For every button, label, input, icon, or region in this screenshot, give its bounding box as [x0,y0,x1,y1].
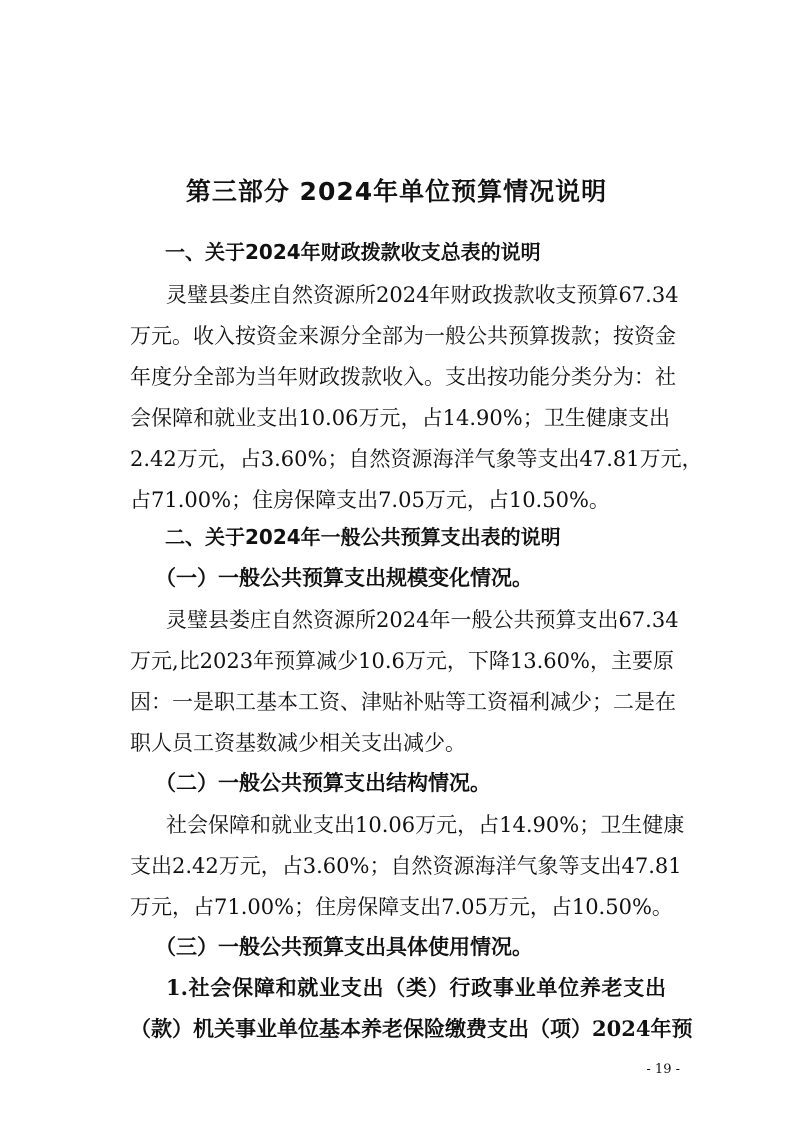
section-heading-1: 一、关于2024年财政拨款收支总表的说明 [165,240,541,264]
page-title: 第三部分 2024年单位预算情况说明 [185,177,608,206]
paragraph-line: 职人员工资基数减少相关支出减少。 [130,731,466,755]
page-number: - 19 - [646,1062,680,1077]
paragraph-line: 灵璧县娄庄自然资源所2024年一般公共预算支出67.34 [166,608,679,632]
paragraph-line: 会保障和就业支出10.06万元，占14.90%；卫生健康支出 [130,406,670,430]
paragraph-line: 占71.00%；住房保障支出7.05万元，占10.50%。 [130,488,610,512]
paragraph-line: 万元，占71.00%；住房保障支出7.05万元，占10.50%。 [130,895,673,919]
paragraph-line: 灵璧县娄庄自然资源所2024年财政拨款收支预算67.34 [166,283,679,307]
paragraph-line: 年度分全部为当年财政拨款收入。支出按功能分类分为：社 [130,365,676,389]
paragraph-line: 支出2.42万元，占3.60%；自然资源海洋气象等支出47.81 [130,854,682,878]
paragraph-line: 2.42万元，占3.60%；自然资源海洋气象等支出47.81万元， [130,447,703,471]
subsection-heading: （二）一般公共预算支出结构情况。 [155,770,491,795]
subsection-heading: （三）一般公共预算支出具体使用情况。 [155,934,533,959]
paragraph-line: 万元。收入按资金来源分全部为一般公共预算拨款；按资金 [130,324,676,348]
item-heading-line: 1.社会保障和就业支出（类）行政事业单位养老支出 [166,975,666,1000]
subsection-heading: （一）一般公共预算支出规模变化情况。 [155,565,533,590]
paragraph-line: 因：一是职工基本工资、津贴补贴等工资福利减少；二是在 [130,690,676,714]
item-heading-line: （款）机关事业单位基本养老保险缴费支出（项）2024年预 [130,1016,693,1041]
section-heading-2: 二、关于2024年一般公共预算支出表的说明 [165,525,561,549]
paragraph-line: 万元,比2023年预算减少10.6万元，下降13.60%，主要原 [130,649,674,673]
paragraph-line: 社会保障和就业支出10.06万元，占14.90%；卫生健康 [166,813,685,837]
